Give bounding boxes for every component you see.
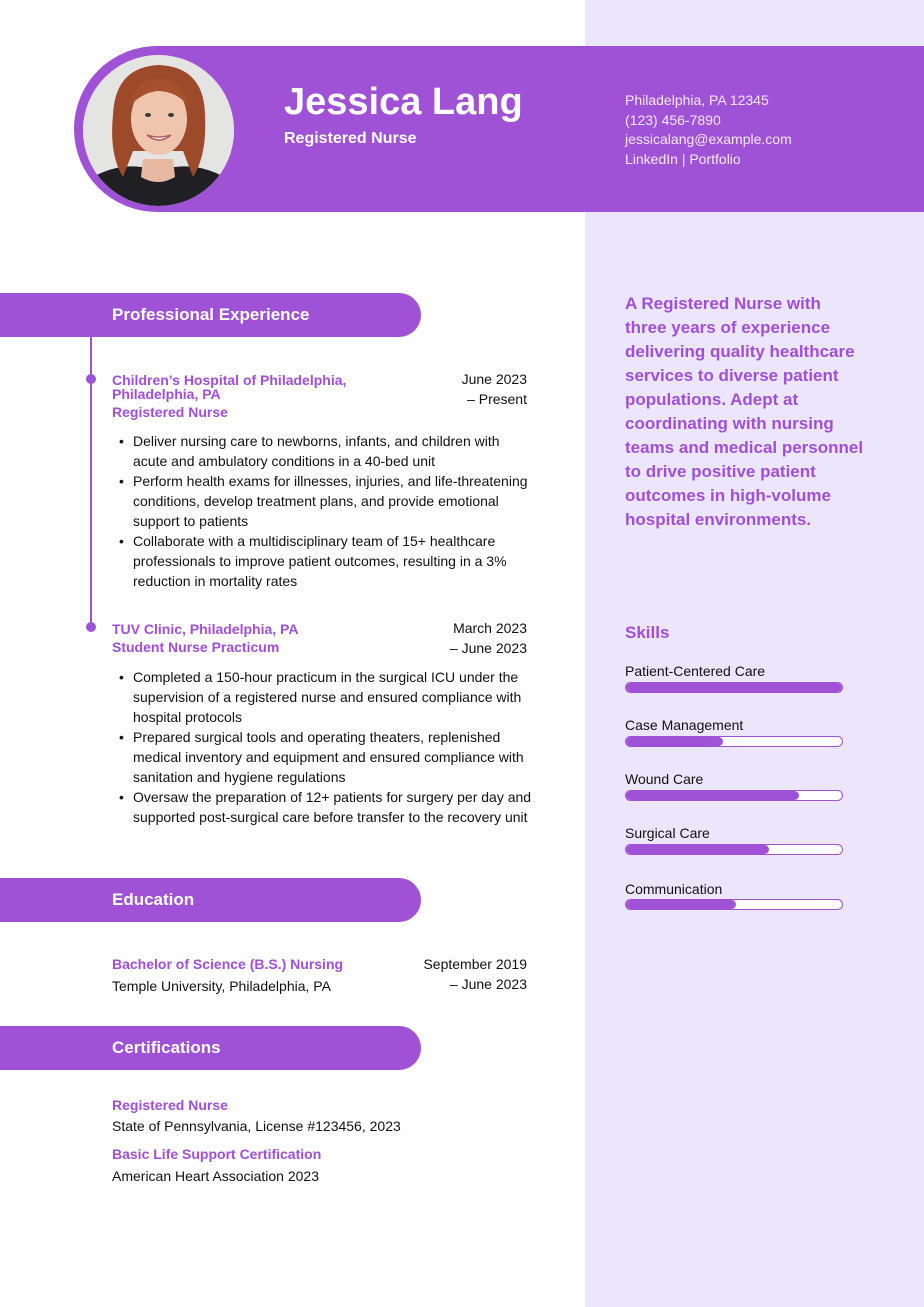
skill-bar [625, 899, 843, 910]
skill-bar-fill [626, 737, 723, 746]
skill-name: Surgical Care [625, 825, 710, 841]
certification-detail: State of Pennsylvania, License #123456, 2023 [112, 1118, 401, 1134]
job-position: Student Nurse Practicum [112, 639, 280, 655]
education-heading: Education [112, 890, 195, 909]
list-item: • Completed a 150-hour practicum in the surgical ICU under the supervision of a registered nurse and ensured compliance with hospital protocols [133, 667, 533, 727]
job-employer: Children’s Hospital of Philadelphia, Philadelphia, PA [112, 372, 347, 402]
list-item: • Perform health exams for illnesses, injuries, and life-threatening conditions, develop treatment plans, and provide emotional support to patients [133, 471, 533, 531]
job-dates: March 2023 – June 2023 [449, 620, 527, 656]
education-degree: Bachelor of Science (B.S.) Nursing [112, 956, 344, 972]
skill-bar [625, 844, 843, 855]
skill-name: Case Management [625, 717, 744, 733]
contact-block [625, 91, 792, 169]
certifications-heading-bar [0, 1026, 421, 1070]
skill-name: Patient-Centered Care [625, 663, 766, 679]
certifications-heading: Certifications [112, 1038, 221, 1057]
skill-name: Wound Care [625, 771, 704, 787]
job-employer: TUV Clinic, Philadelphia, PA [112, 621, 299, 637]
list-item: • Collaborate with a multidisciplinary team of 15+ healthcare professionals to improve patient outcomes, resulting in a 3% reduction in mortality rates [133, 531, 533, 591]
contact-email[interactable]: jessicalang@example.com [625, 131, 792, 147]
experience-heading: Professional Experience [112, 305, 310, 324]
education-heading-bar [0, 878, 421, 922]
contact-phone[interactable]: (123) 456-7890 [625, 111, 721, 128]
skill-bar-fill [626, 845, 769, 854]
list-item: • Deliver nursing care to newborns, infants, and children with acute and ambulatory conditions in a 40-bed unit [133, 431, 533, 471]
skill-bar-fill [626, 683, 842, 692]
list-item: • Prepared surgical tools and operating theaters, replenished medical inventory and equipment and ensured compliance with sanitation and hygiene regulations [133, 727, 533, 787]
timeline-dot [86, 622, 96, 632]
skill-bar-fill [626, 791, 799, 800]
skill-bar [625, 682, 843, 693]
certification-name: Registered Nurse [112, 1097, 228, 1113]
experience-heading-bar [0, 293, 421, 337]
certification-name: Basic Life Support Certification [112, 1146, 322, 1162]
candidate-name: Jessica Lang [284, 81, 523, 123]
profile-photo [83, 55, 234, 206]
certification-detail: American Heart Association 2023 [112, 1168, 319, 1184]
timeline-dot [86, 374, 96, 384]
education-dates: September 2019 – June 2023 [423, 956, 527, 992]
job-bullets [133, 431, 533, 591]
skill-bar-fill [626, 900, 736, 909]
list-item: • Oversaw the preparation of 12+ patients for surgery per day and supported post-surgical care before transfer to the recovery unit [133, 787, 533, 827]
job-bullets [133, 667, 533, 827]
skill-name: Communication [625, 881, 723, 897]
contact-location: Philadelphia, PA 12345 [625, 92, 769, 108]
job-position: Registered Nurse [112, 404, 228, 420]
skill-bar [625, 790, 843, 801]
skills-heading: Skills [625, 623, 670, 642]
candidate-title: Registered Nurse [284, 130, 417, 147]
header-band [158, 46, 924, 212]
skill-bar [625, 736, 843, 747]
job-dates: June 2023 – Present [461, 371, 527, 407]
education-school: Temple University, Philadelphia, PA [112, 978, 331, 994]
profile-summary: A Registered Nurse with three years of experience delivering quality healthcare services to diverse patient populations. Adept at coordinating with nursing teams and medical personnel to drive positive patient outcomes in high-volume hospital environments. [625, 294, 864, 529]
contact-links[interactable]: LinkedIn | Portfolio [625, 150, 741, 167]
